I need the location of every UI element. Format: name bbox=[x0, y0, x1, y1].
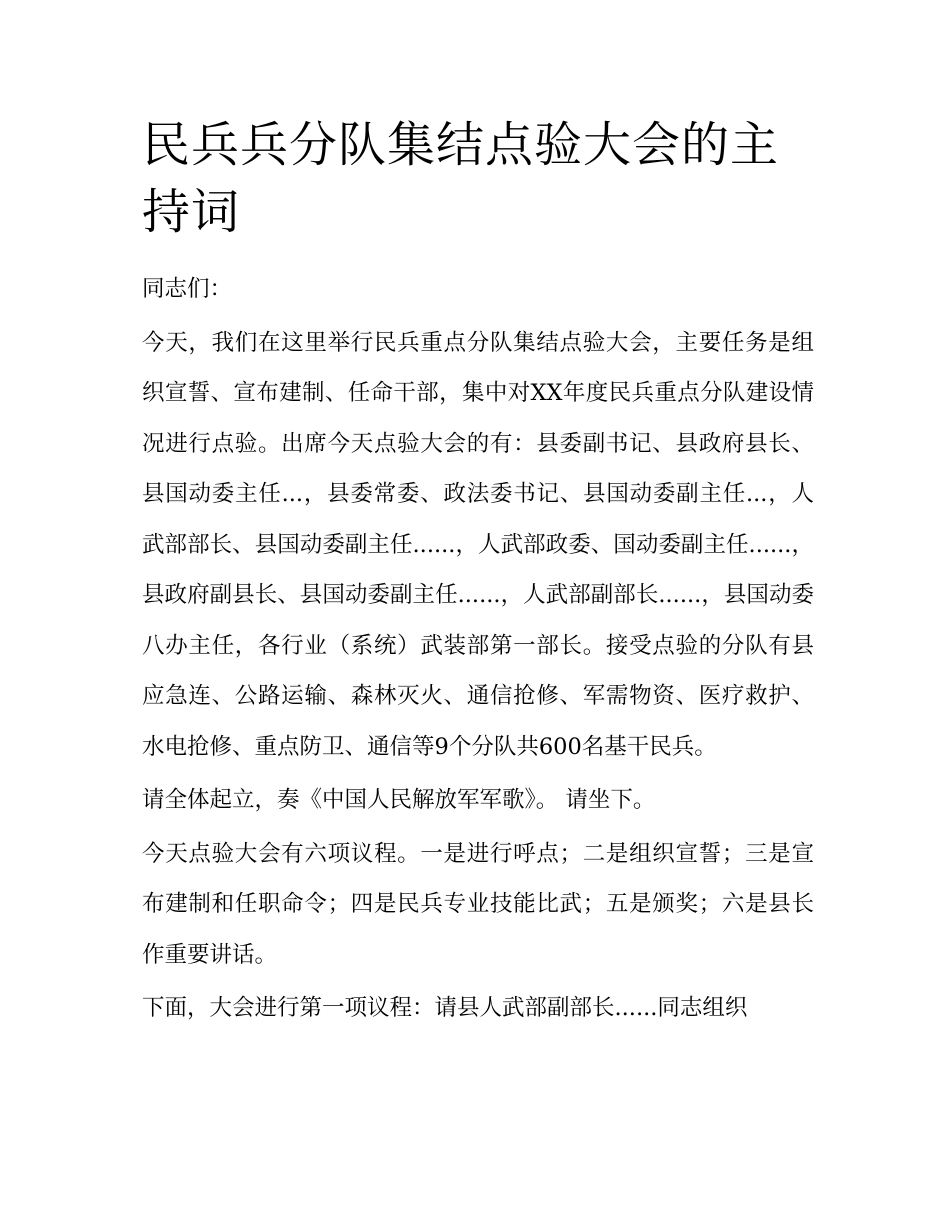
paragraph-first-item: 下面，大会进行第一项议程：请县人武部副部长......同志组织 bbox=[142, 995, 748, 1021]
paragraph-salutation: 同志们： bbox=[142, 276, 233, 302]
document-title: 民兵兵分队集结点验大会的主持词 bbox=[142, 117, 780, 240]
paragraph-anthem: 请全体起立，奏《中国人民解放军军歌》。 请坐下。 bbox=[142, 787, 656, 813]
paragraph-introduction: 今天，我们在这里举行民兵重点分队集结点验大会，主要任务是组织宣誓、宣布建制、任命干部，集中对XX年度民兵重点分队建设情况进行点验。出席今天点验大会的有：县委副书记、县政府县长、县国动委主任...，县委常委、政法委书记、县国动委副主任...，人武部部长、县国动委副主任......，人武部政委、国动委副主任......，县政府副县长、县国动委副主任......，人武部副部长......，县国动委八办主任，各行业（系统）武装部第一部长。接受点验的分队有县应急连、公路运输、森林灭火、通信抢修、军需物资、医疗救护、水电抢修、重点防卫、通信等9个分队共600名基干民兵。 bbox=[142, 329, 814, 760]
paragraph-agenda: 今天点验大会有六项议程。一是进行呼点；二是组织宣誓；三是宣布建制和任职命令；四是民兵专业技能比武；五是颁奖；六是县长作重要讲话。 bbox=[142, 840, 814, 968]
